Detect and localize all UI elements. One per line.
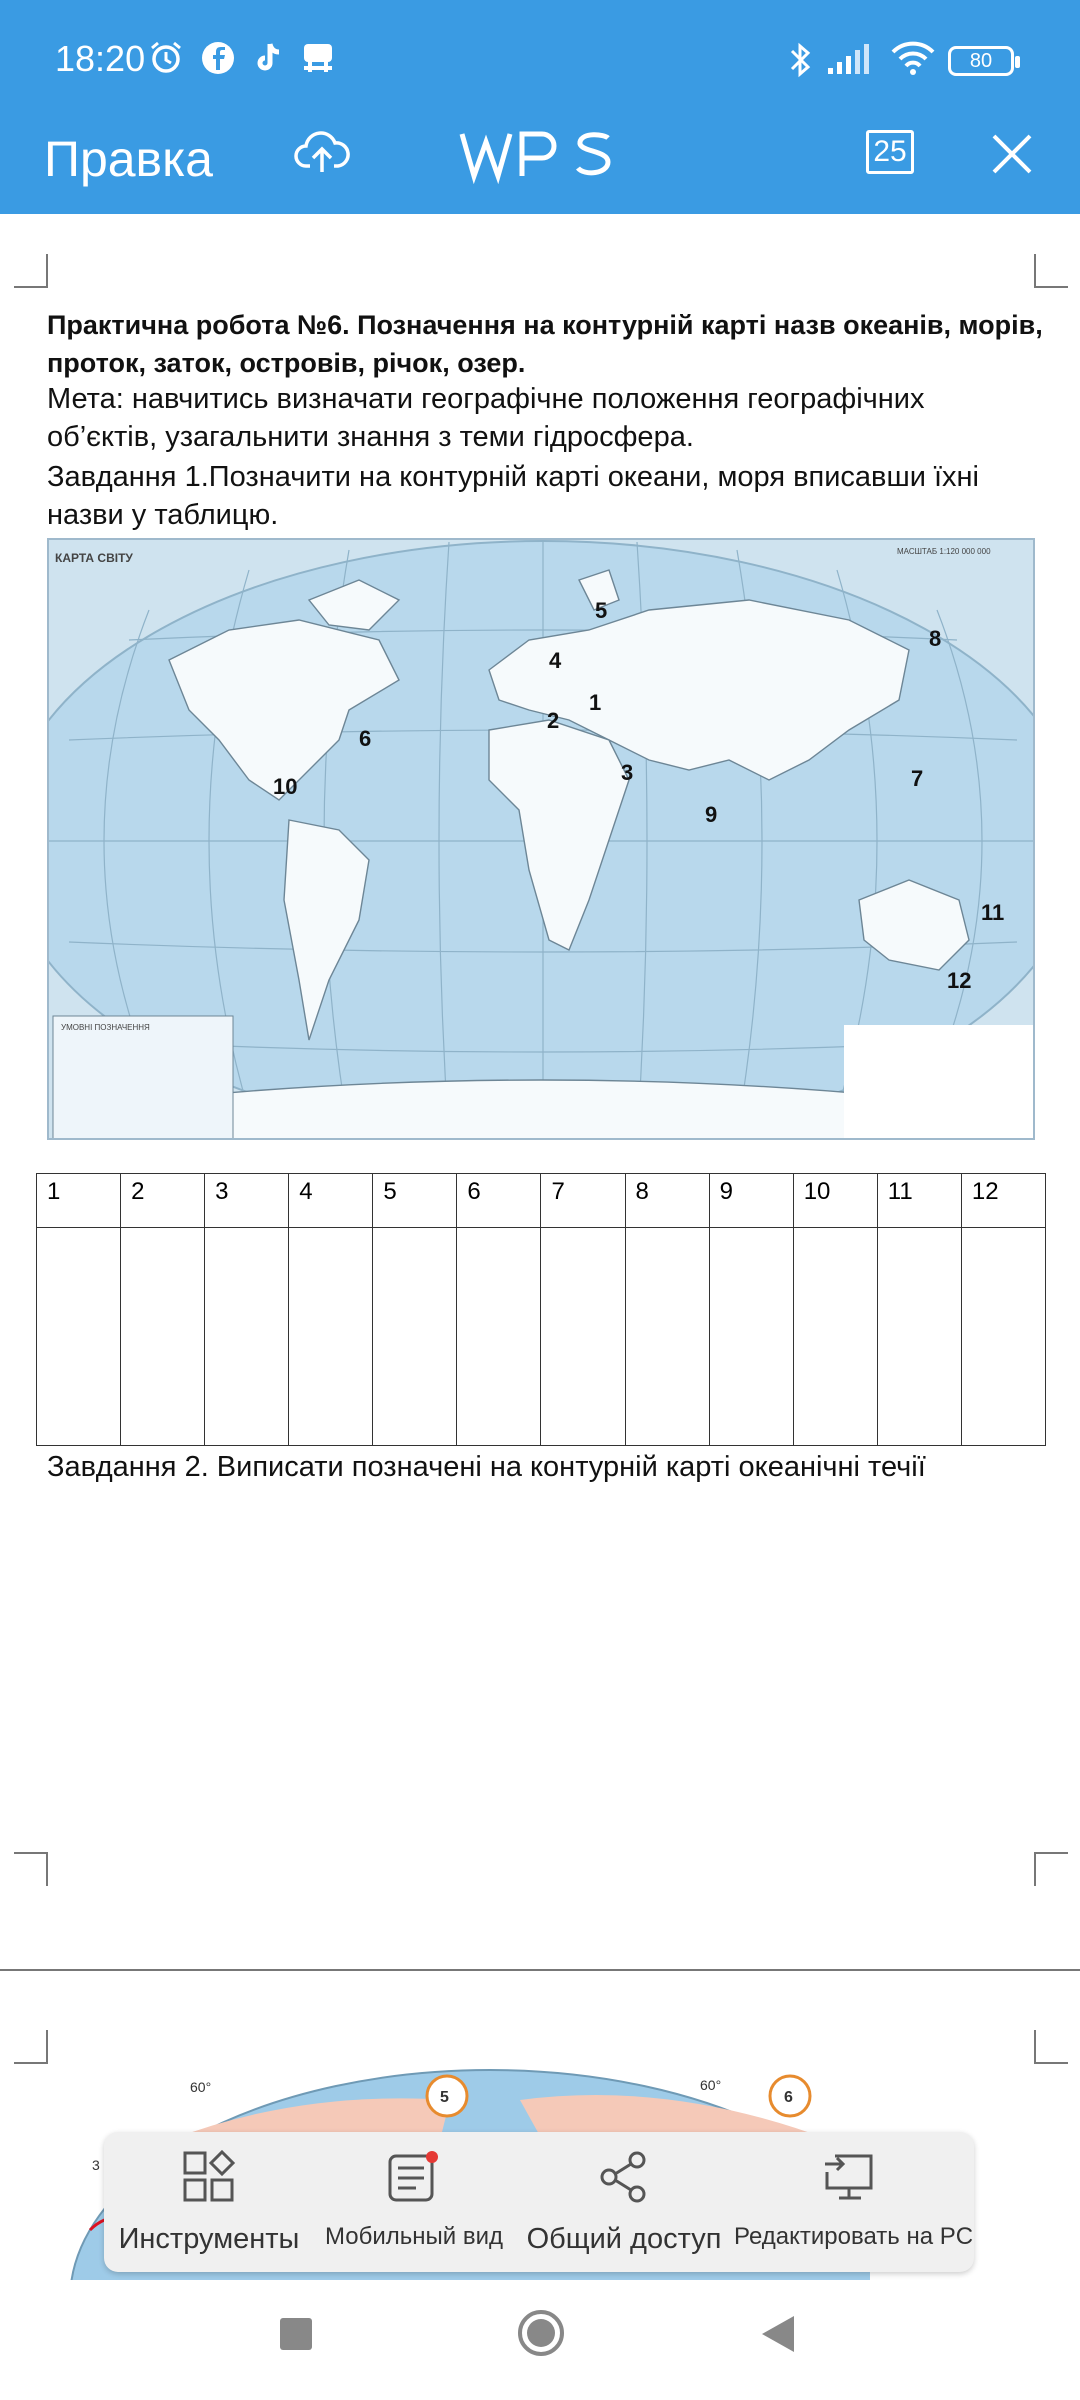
page-corner-mark: [1034, 2030, 1068, 2064]
map-label: 3: [621, 760, 634, 785]
wps-logo: [458, 126, 618, 184]
bluetooth-icon: [782, 40, 818, 76]
world-contour-map: [47, 538, 1035, 1140]
answer-cell[interactable]: [793, 1228, 877, 1446]
mobile-view-button[interactable]: [314, 2150, 514, 2251]
document-title: Практична робота №6. Позначення на контурній карті назв океанів, морів, проток, заток, островів, річок, озер.: [47, 310, 1043, 378]
system-nav-bar: [0, 2282, 1080, 2400]
page-corner-mark: [14, 254, 48, 288]
map2-label: 60°: [190, 2079, 212, 2095]
edit-on-pc-button[interactable]: [734, 2150, 974, 2251]
map-label: 5: [595, 598, 608, 623]
answer-cell[interactable]: [205, 1228, 289, 1446]
tools-label: Инструменты: [118, 2223, 300, 2255]
back-triangle-icon: [760, 2314, 796, 2354]
table-header-cell: 12: [961, 1174, 1045, 1228]
map-label: 1: [589, 690, 602, 715]
page-corner-mark: [14, 2030, 48, 2064]
edit-button[interactable]: Правка: [44, 131, 213, 187]
task1-line-1: Завдання 1.Позначити на контурній карті океани, моря вписавши їхні: [47, 461, 979, 493]
tools-button[interactable]: [114, 2150, 304, 2256]
page-corner-mark: [1034, 254, 1068, 288]
app-header: [0, 0, 1080, 214]
page-corner-mark: [14, 1852, 48, 1886]
alarm-icon: [148, 40, 184, 76]
answer-cell[interactable]: [37, 1228, 121, 1446]
status-time: 18:20: [55, 38, 146, 79]
home-button[interactable]: [516, 2308, 566, 2363]
map-label: 7: [911, 766, 924, 791]
share-button[interactable]: [524, 2150, 724, 2256]
notification-app-icon: [300, 40, 336, 76]
tools-icon: [182, 2150, 236, 2204]
back-button[interactable]: [760, 2314, 796, 2359]
cloud-upload-icon[interactable]: [294, 128, 350, 183]
toolbar: [0, 120, 1080, 214]
answer-cell[interactable]: [373, 1228, 457, 1446]
table-header-cell: 9: [709, 1174, 793, 1228]
task1-line-2: назви у таблицю.: [47, 499, 279, 531]
map-legend: УМОВНІ ПОЗНАЧЕННЯ: [61, 1023, 150, 1032]
map-label: 4: [549, 648, 562, 673]
table-header-cell: 1: [37, 1174, 121, 1228]
circle-icon: [516, 2308, 566, 2358]
table-header-cell: 2: [121, 1174, 205, 1228]
goal-line-2: об’єктів, узагальнити знання з теми гідросфера.: [47, 421, 694, 453]
answer-cell[interactable]: [709, 1228, 793, 1446]
square-icon: [278, 2316, 314, 2352]
tiktok-icon: [250, 40, 286, 76]
map-scale: МАСШТАБ 1:120 000 000: [897, 547, 991, 556]
map-label: 11: [981, 900, 1005, 925]
map-label: 9: [705, 802, 718, 827]
answer-cell[interactable]: [541, 1228, 625, 1446]
table-header-cell: 4: [289, 1174, 373, 1228]
map-label: 2: [547, 708, 560, 733]
share-icon: [597, 2150, 651, 2204]
answer-cell[interactable]: [625, 1228, 709, 1446]
answer-cell[interactable]: [289, 1228, 373, 1446]
table-header-row: [37, 1174, 1046, 1228]
table-header-cell: 11: [877, 1174, 961, 1228]
map2-label: 5: [440, 2089, 449, 2106]
mobile-view-label: Мобильный вид: [324, 2223, 503, 2250]
page-divider: [0, 1969, 1080, 1971]
answer-cell[interactable]: [457, 1228, 541, 1446]
goal-line-1: Мета: навчитись визначати географічне положення географічних: [47, 383, 925, 415]
table-header-cell: 5: [373, 1174, 457, 1228]
signal-icon: [826, 40, 878, 76]
map-title: КАРТА СВІТУ: [55, 551, 133, 565]
answer-cell[interactable]: [121, 1228, 205, 1446]
wifi-icon: [890, 40, 936, 76]
share-label: Общий доступ: [526, 2223, 722, 2255]
table-header-cell: 8: [625, 1174, 709, 1228]
facebook-icon: [200, 40, 236, 76]
answer-cell[interactable]: [961, 1228, 1045, 1446]
mobile-view-icon: [386, 2150, 442, 2204]
map2-label: 60°: [700, 2077, 722, 2093]
table-header-cell: 6: [457, 1174, 541, 1228]
battery-icon: 80: [948, 46, 1014, 76]
bottom-tool-panel: [104, 2132, 974, 2272]
map-label: 12: [947, 968, 972, 993]
page-corner-mark: [1034, 1852, 1068, 1886]
table-header-cell: 7: [541, 1174, 625, 1228]
map2-label: 3: [92, 2157, 100, 2173]
table-header-cell: 3: [205, 1174, 289, 1228]
edit-on-pc-icon: [821, 2150, 877, 2204]
task2-text: Завдання 2. Виписати позначені на контурній карті океанічні течії: [47, 1451, 926, 1483]
tab-count-button[interactable]: 25: [866, 130, 914, 174]
answer-table: [36, 1173, 1046, 1446]
map2-label: 6: [784, 2089, 793, 2106]
map-label: 8: [929, 626, 942, 651]
close-icon[interactable]: [990, 132, 1034, 181]
edit-on-pc-label: Редактировать на PC: [734, 2223, 974, 2250]
status-bar: [0, 0, 1080, 120]
table-row: [37, 1228, 1046, 1446]
recent-apps-button[interactable]: [278, 2316, 314, 2357]
table-header-cell: 10: [793, 1174, 877, 1228]
answer-cell[interactable]: [877, 1228, 961, 1446]
map-label: 10: [273, 774, 298, 799]
map-label: 6: [359, 726, 372, 751]
